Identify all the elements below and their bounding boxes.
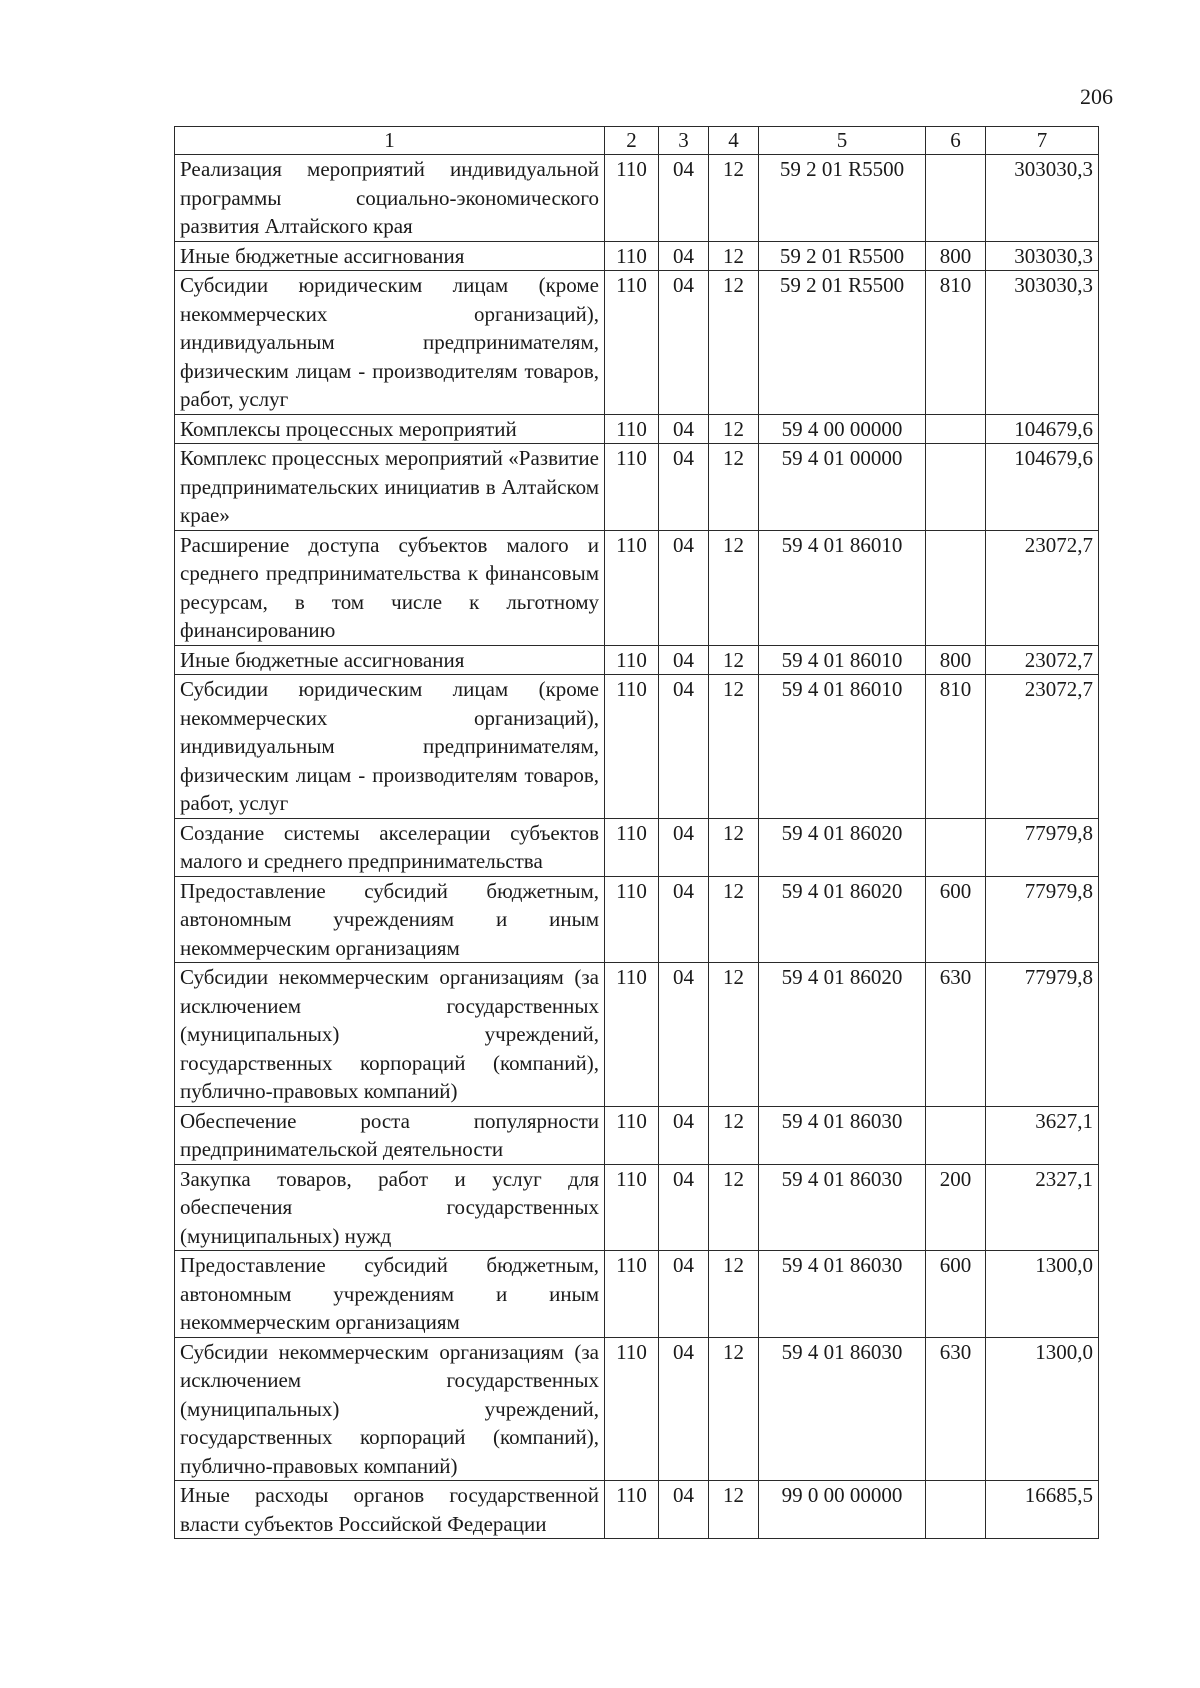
row-amount-cell: 104679,6 — [986, 414, 1099, 444]
row-expense-type-cell — [926, 155, 986, 242]
row-target-article-cell: 99 0 00 00000 — [759, 1481, 926, 1539]
row-subsection-cell: 04 — [659, 241, 709, 271]
page-number: 206 — [1080, 84, 1113, 109]
row-subsection-2-cell: 12 — [709, 444, 759, 531]
row-section-cell: 110 — [605, 876, 659, 963]
row-subsection-cell: 04 — [659, 1337, 709, 1481]
table-row — [175, 1251, 1099, 1338]
row-expense-type-cell — [926, 818, 986, 876]
table-row — [175, 1164, 1099, 1251]
table-row — [175, 241, 1099, 271]
row-section-cell: 110 — [605, 1164, 659, 1251]
row-name-cell: Предоставление субсидий бюджетным, автономным учреждениям и иным некоммерческим организациям — [175, 1251, 605, 1338]
row-expense-type-cell: 600 — [926, 1251, 986, 1338]
table-row — [175, 675, 1099, 819]
row-expense-type-cell — [926, 414, 986, 444]
table-row — [175, 530, 1099, 645]
row-expense-type-cell — [926, 444, 986, 531]
column-header: 5 — [759, 127, 926, 155]
row-amount-cell: 303030,3 — [986, 155, 1099, 242]
column-header: 4 — [709, 127, 759, 155]
row-subsection-cell: 04 — [659, 645, 709, 675]
row-target-article-cell: 59 4 01 86010 — [759, 645, 926, 675]
row-expense-type-cell — [926, 530, 986, 645]
column-header: 3 — [659, 127, 709, 155]
row-target-article-cell: 59 4 01 86020 — [759, 818, 926, 876]
row-target-article-cell: 59 2 01 R5500 — [759, 155, 926, 242]
row-name-cell: Закупка товаров, работ и услуг для обеспечения государственных (муниципальных) нужд — [175, 1164, 605, 1251]
row-expense-type-cell: 810 — [926, 675, 986, 819]
row-target-article-cell: 59 2 01 R5500 — [759, 241, 926, 271]
row-section-cell: 110 — [605, 645, 659, 675]
table-row — [175, 1337, 1099, 1481]
row-target-article-cell: 59 4 01 86010 — [759, 675, 926, 819]
row-amount-cell: 23072,7 — [986, 675, 1099, 819]
row-section-cell: 110 — [605, 675, 659, 819]
table-header-row — [175, 127, 1099, 155]
row-expense-type-cell: 600 — [926, 876, 986, 963]
row-section-cell: 110 — [605, 414, 659, 444]
row-section-cell: 110 — [605, 1337, 659, 1481]
row-target-article-cell: 59 4 01 86010 — [759, 530, 926, 645]
row-name-cell: Создание системы акселерации субъектов малого и среднего предпринимательства — [175, 818, 605, 876]
row-amount-cell: 77979,8 — [986, 818, 1099, 876]
row-section-cell: 110 — [605, 271, 659, 415]
table-row — [175, 1106, 1099, 1164]
column-header: 6 — [926, 127, 986, 155]
table-row — [175, 963, 1099, 1107]
row-subsection-2-cell: 12 — [709, 876, 759, 963]
table-row — [175, 414, 1099, 444]
row-expense-type-cell: 800 — [926, 645, 986, 675]
row-subsection-cell: 04 — [659, 675, 709, 819]
row-expense-type-cell: 200 — [926, 1164, 986, 1251]
row-expense-type-cell: 630 — [926, 963, 986, 1107]
row-subsection-2-cell: 12 — [709, 645, 759, 675]
row-amount-cell: 16685,5 — [986, 1481, 1099, 1539]
row-expense-type-cell — [926, 1481, 986, 1539]
row-name-cell: Субсидии юридическим лицам (кроме некоммерческих организаций), индивидуальным предпринимателям, физическим лицам - производителям товаров, работ, услуг — [175, 675, 605, 819]
row-amount-cell: 303030,3 — [986, 271, 1099, 415]
row-subsection-2-cell: 12 — [709, 963, 759, 1107]
row-amount-cell: 77979,8 — [986, 876, 1099, 963]
table-body — [175, 155, 1099, 1539]
row-amount-cell: 104679,6 — [986, 444, 1099, 531]
row-section-cell: 110 — [605, 241, 659, 271]
table-row — [175, 271, 1099, 415]
row-subsection-cell: 04 — [659, 414, 709, 444]
row-amount-cell: 3627,1 — [986, 1106, 1099, 1164]
table-row — [175, 155, 1099, 242]
row-subsection-2-cell: 12 — [709, 1337, 759, 1481]
row-subsection-2-cell: 12 — [709, 1164, 759, 1251]
row-name-cell: Иные расходы органов государственной власти субъектов Российской Федерации — [175, 1481, 605, 1539]
row-subsection-2-cell: 12 — [709, 1106, 759, 1164]
row-expense-type-cell: 810 — [926, 271, 986, 415]
row-subsection-cell: 04 — [659, 1164, 709, 1251]
row-subsection-cell: 04 — [659, 818, 709, 876]
row-section-cell: 110 — [605, 1481, 659, 1539]
row-subsection-cell: 04 — [659, 876, 709, 963]
row-section-cell: 110 — [605, 963, 659, 1107]
row-target-article-cell: 59 4 01 86030 — [759, 1164, 926, 1251]
row-subsection-2-cell: 12 — [709, 818, 759, 876]
row-target-article-cell: 59 4 01 86030 — [759, 1106, 926, 1164]
row-target-article-cell: 59 4 01 86030 — [759, 1251, 926, 1338]
row-subsection-cell: 04 — [659, 444, 709, 531]
row-subsection-2-cell: 12 — [709, 1481, 759, 1539]
row-name-cell: Иные бюджетные ассигнования — [175, 645, 605, 675]
row-section-cell: 110 — [605, 155, 659, 242]
row-subsection-cell: 04 — [659, 530, 709, 645]
row-name-cell: Предоставление субсидий бюджетным, автономным учреждениям и иным некоммерческим организациям — [175, 876, 605, 963]
row-target-article-cell: 59 4 01 86020 — [759, 963, 926, 1107]
row-subsection-cell: 04 — [659, 271, 709, 415]
row-subsection-2-cell: 12 — [709, 414, 759, 444]
row-section-cell: 110 — [605, 444, 659, 531]
row-expense-type-cell: 630 — [926, 1337, 986, 1481]
row-name-cell: Комплексы процессных мероприятий — [175, 414, 605, 444]
budget-table — [174, 126, 1099, 1539]
row-subsection-cell: 04 — [659, 1106, 709, 1164]
row-section-cell: 110 — [605, 1251, 659, 1338]
table-row — [175, 876, 1099, 963]
column-header: 2 — [605, 127, 659, 155]
row-name-cell: Субсидии юридическим лицам (кроме некоммерческих организаций), индивидуальным предпринимателям, физическим лицам - производителям товаров, работ, услуг — [175, 271, 605, 415]
row-section-cell: 110 — [605, 818, 659, 876]
row-amount-cell: 23072,7 — [986, 530, 1099, 645]
table-row — [175, 645, 1099, 675]
row-amount-cell: 303030,3 — [986, 241, 1099, 271]
row-target-article-cell: 59 4 00 00000 — [759, 414, 926, 444]
table-row — [175, 444, 1099, 531]
row-name-cell: Комплекс процессных мероприятий «Развитие предпринимательских инициатив в Алтайском крае» — [175, 444, 605, 531]
row-name-cell: Реализация мероприятий индивидуальной программы социально-экономического развития Алтайского края — [175, 155, 605, 242]
table-row — [175, 818, 1099, 876]
row-amount-cell: 1300,0 — [986, 1337, 1099, 1481]
row-subsection-cell: 04 — [659, 963, 709, 1107]
row-subsection-2-cell: 12 — [709, 155, 759, 242]
row-target-article-cell: 59 2 01 R5500 — [759, 271, 926, 415]
row-name-cell: Обеспечение роста популярности предпринимательской деятельности — [175, 1106, 605, 1164]
row-subsection-2-cell: 12 — [709, 241, 759, 271]
row-subsection-2-cell: 12 — [709, 530, 759, 645]
column-header: 1 — [175, 127, 605, 155]
row-amount-cell: 2327,1 — [986, 1164, 1099, 1251]
row-amount-cell: 77979,8 — [986, 963, 1099, 1107]
row-amount-cell: 23072,7 — [986, 645, 1099, 675]
row-subsection-cell: 04 — [659, 1251, 709, 1338]
row-name-cell: Расширение доступа субъектов малого и среднего предпринимательства к финансовым ресурсам, в том числе к льготному финансированию — [175, 530, 605, 645]
row-target-article-cell: 59 4 01 86030 — [759, 1337, 926, 1481]
row-expense-type-cell: 800 — [926, 241, 986, 271]
row-subsection-2-cell: 12 — [709, 1251, 759, 1338]
row-name-cell: Субсидии некоммерческим организациям (за исключением государственных (муниципальных) учреждений, государственных корпораций (компаний), публично-правовых компаний) — [175, 1337, 605, 1481]
row-section-cell: 110 — [605, 1106, 659, 1164]
row-subsection-2-cell: 12 — [709, 675, 759, 819]
row-target-article-cell: 59 4 01 00000 — [759, 444, 926, 531]
column-header: 7 — [986, 127, 1099, 155]
row-name-cell: Иные бюджетные ассигнования — [175, 241, 605, 271]
row-subsection-2-cell: 12 — [709, 271, 759, 415]
row-target-article-cell: 59 4 01 86020 — [759, 876, 926, 963]
row-subsection-cell: 04 — [659, 155, 709, 242]
table-row — [175, 1481, 1099, 1539]
row-section-cell: 110 — [605, 530, 659, 645]
row-expense-type-cell — [926, 1106, 986, 1164]
row-amount-cell: 1300,0 — [986, 1251, 1099, 1338]
row-subsection-cell: 04 — [659, 1481, 709, 1539]
row-name-cell: Субсидии некоммерческим организациям (за исключением государственных (муниципальных) учреждений, государственных корпораций (компаний), публично-правовых компаний) — [175, 963, 605, 1107]
